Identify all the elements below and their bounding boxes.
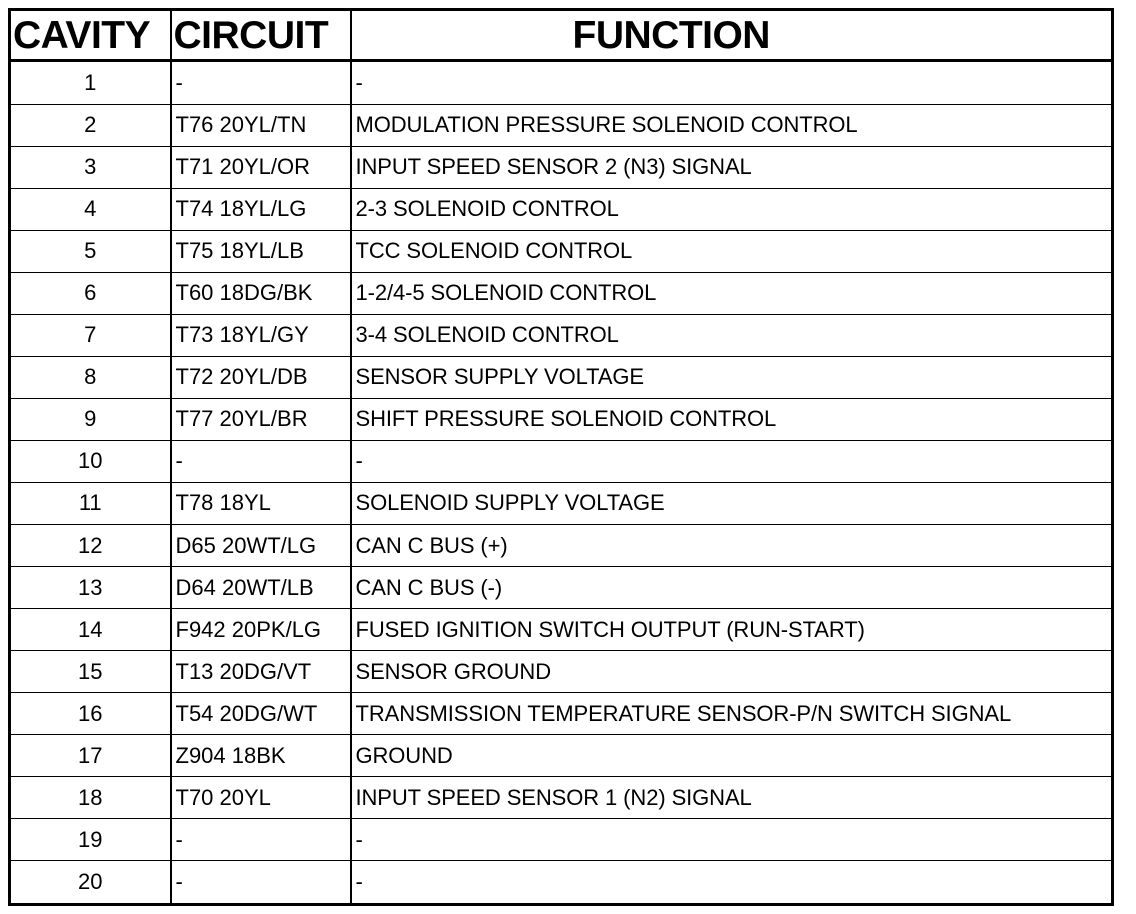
table-row	[10, 188, 1113, 230]
cavity-cell: 12	[10, 525, 171, 567]
table-row	[10, 440, 1113, 482]
circuit-cell: T77 20YL/BR	[171, 398, 351, 440]
circuit-cell: -	[171, 61, 351, 105]
table-row	[10, 861, 1113, 905]
function-cell: GROUND	[351, 735, 1113, 777]
table-row	[10, 314, 1113, 356]
function-cell: SOLENOID SUPPLY VOLTAGE	[351, 482, 1113, 524]
circuit-cell: T72 20YL/DB	[171, 356, 351, 398]
cavity-cell: 6	[10, 272, 171, 314]
connector-pinout-table	[8, 8, 1114, 906]
function-cell: CAN C BUS (-)	[351, 567, 1113, 609]
cavity-cell: 18	[10, 777, 171, 819]
table-row	[10, 61, 1113, 105]
circuit-cell: F942 20PK/LG	[171, 609, 351, 651]
cavity-cell: 13	[10, 567, 171, 609]
function-cell: -	[351, 440, 1113, 482]
cavity-cell: 4	[10, 188, 171, 230]
function-cell: TCC SOLENOID CONTROL	[351, 230, 1113, 272]
table-row	[10, 609, 1113, 651]
circuit-cell: T76 20YL/TN	[171, 104, 351, 146]
cavity-cell: 14	[10, 609, 171, 651]
circuit-cell: D64 20WT/LB	[171, 567, 351, 609]
cavity-cell: 10	[10, 440, 171, 482]
cavity-column-header: CAVITY	[10, 10, 171, 61]
table-row	[10, 651, 1113, 693]
circuit-cell: T60 18DG/BK	[171, 272, 351, 314]
cavity-cell: 11	[10, 482, 171, 524]
function-column-header: FUNCTION	[351, 10, 1113, 61]
cavity-cell: 1	[10, 61, 171, 105]
function-cell: 2-3 SOLENOID CONTROL	[351, 188, 1113, 230]
cavity-cell: 15	[10, 651, 171, 693]
table-row	[10, 356, 1113, 398]
function-cell: SENSOR SUPPLY VOLTAGE	[351, 356, 1113, 398]
cavity-cell: 3	[10, 146, 171, 188]
cavity-cell: 7	[10, 314, 171, 356]
table-row	[10, 272, 1113, 314]
function-cell: TRANSMISSION TEMPERATURE SENSOR-P/N SWITCH SIGNAL	[351, 693, 1113, 735]
table-row	[10, 735, 1113, 777]
table-row	[10, 819, 1113, 861]
function-cell: INPUT SPEED SENSOR 2 (N3) SIGNAL	[351, 146, 1113, 188]
circuit-cell: T70 20YL	[171, 777, 351, 819]
cavity-cell: 19	[10, 819, 171, 861]
cavity-cell: 16	[10, 693, 171, 735]
table-row	[10, 482, 1113, 524]
function-cell: 3-4 SOLENOID CONTROL	[351, 314, 1113, 356]
table-header	[10, 10, 1113, 61]
cavity-cell: 20	[10, 861, 171, 905]
table-row	[10, 693, 1113, 735]
circuit-cell: Z904 18BK	[171, 735, 351, 777]
table-row	[10, 398, 1113, 440]
table-body	[10, 61, 1113, 905]
circuit-cell: T74 18YL/LG	[171, 188, 351, 230]
table-row	[10, 567, 1113, 609]
circuit-cell: -	[171, 861, 351, 905]
function-cell: -	[351, 861, 1113, 905]
function-cell: -	[351, 61, 1113, 105]
circuit-cell: -	[171, 440, 351, 482]
circuit-cell: T75 18YL/LB	[171, 230, 351, 272]
circuit-cell: T71 20YL/OR	[171, 146, 351, 188]
circuit-cell: D65 20WT/LG	[171, 525, 351, 567]
circuit-cell: -	[171, 819, 351, 861]
function-cell: MODULATION PRESSURE SOLENOID CONTROL	[351, 104, 1113, 146]
cavity-cell: 2	[10, 104, 171, 146]
function-cell: CAN C BUS (+)	[351, 525, 1113, 567]
cavity-cell: 17	[10, 735, 171, 777]
table-row	[10, 525, 1113, 567]
circuit-cell: T73 18YL/GY	[171, 314, 351, 356]
cavity-cell: 8	[10, 356, 171, 398]
circuit-column-header: CIRCUIT	[171, 10, 351, 61]
cavity-cell: 5	[10, 230, 171, 272]
function-cell: -	[351, 819, 1113, 861]
circuit-cell: T54 20DG/WT	[171, 693, 351, 735]
function-cell: SHIFT PRESSURE SOLENOID CONTROL	[351, 398, 1113, 440]
table-row	[10, 146, 1113, 188]
cavity-cell: 9	[10, 398, 171, 440]
function-cell: INPUT SPEED SENSOR 1 (N2) SIGNAL	[351, 777, 1113, 819]
circuit-cell: T78 18YL	[171, 482, 351, 524]
header-row	[10, 10, 1113, 61]
function-cell: FUSED IGNITION SWITCH OUTPUT (RUN-START)	[351, 609, 1113, 651]
table-row	[10, 104, 1113, 146]
function-cell: 1-2/4-5 SOLENOID CONTROL	[351, 272, 1113, 314]
table-row	[10, 777, 1113, 819]
circuit-cell: T13 20DG/VT	[171, 651, 351, 693]
function-cell: SENSOR GROUND	[351, 651, 1113, 693]
table-row	[10, 230, 1113, 272]
